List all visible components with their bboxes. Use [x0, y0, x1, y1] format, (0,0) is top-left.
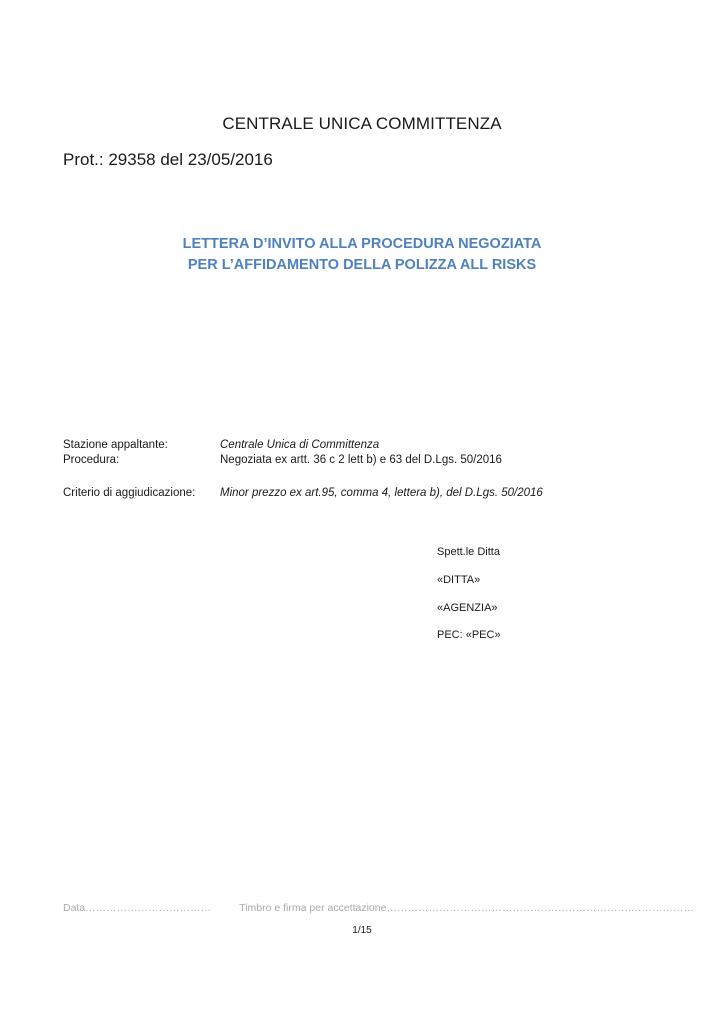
procedura-row [63, 453, 502, 468]
document-title [0, 234, 724, 276]
recipient-pec: PEC: «PEC» [437, 629, 501, 641]
page-number: 1/15 [352, 925, 372, 936]
criterio-value: Minor prezzo ex art.95, comma 4, lettera b), del D.Lgs. 50/2016 [220, 487, 543, 499]
date-field: Data……………………………… [63, 902, 212, 914]
signature-field: Timbro e firma per accettazione…………………………………………………………….……………… [239, 902, 694, 914]
procedura-label: Procedura: [63, 454, 120, 466]
stazione-label: Stazione appaltante: [63, 439, 168, 451]
office-heading: CENTRALE UNICA COMMITTENZA [222, 114, 502, 133]
recipient-agency: «AGENZIA» [437, 602, 498, 614]
stazione-row [63, 438, 502, 453]
procedure-details [63, 438, 502, 468]
award-criterion [63, 486, 543, 501]
criterio-row [63, 486, 543, 501]
procedura-value: Negoziata ex artt. 36 c 2 lett b) e 63 del D.Lgs. 50/2016 [220, 454, 502, 466]
protocol-number: Prot.: 29358 del 23/05/2016 [63, 150, 273, 169]
stazione-value: Centrale Unica di Committenza [220, 439, 380, 451]
footer-acceptance [63, 902, 694, 914]
title-line-1: LETTERA D’INVITO ALLA PROCEDURA NEGOZIATA [182, 236, 542, 252]
criterio-label: Criterio di aggiudicazione: [63, 487, 196, 499]
title-line-2: PER L’AFFIDAMENTO DELLA POLIZZA ALL RISKS [187, 257, 537, 273]
recipient-company-name: «DITTA» [437, 574, 481, 586]
recipient-company-label: Spett.le Ditta [437, 546, 500, 558]
